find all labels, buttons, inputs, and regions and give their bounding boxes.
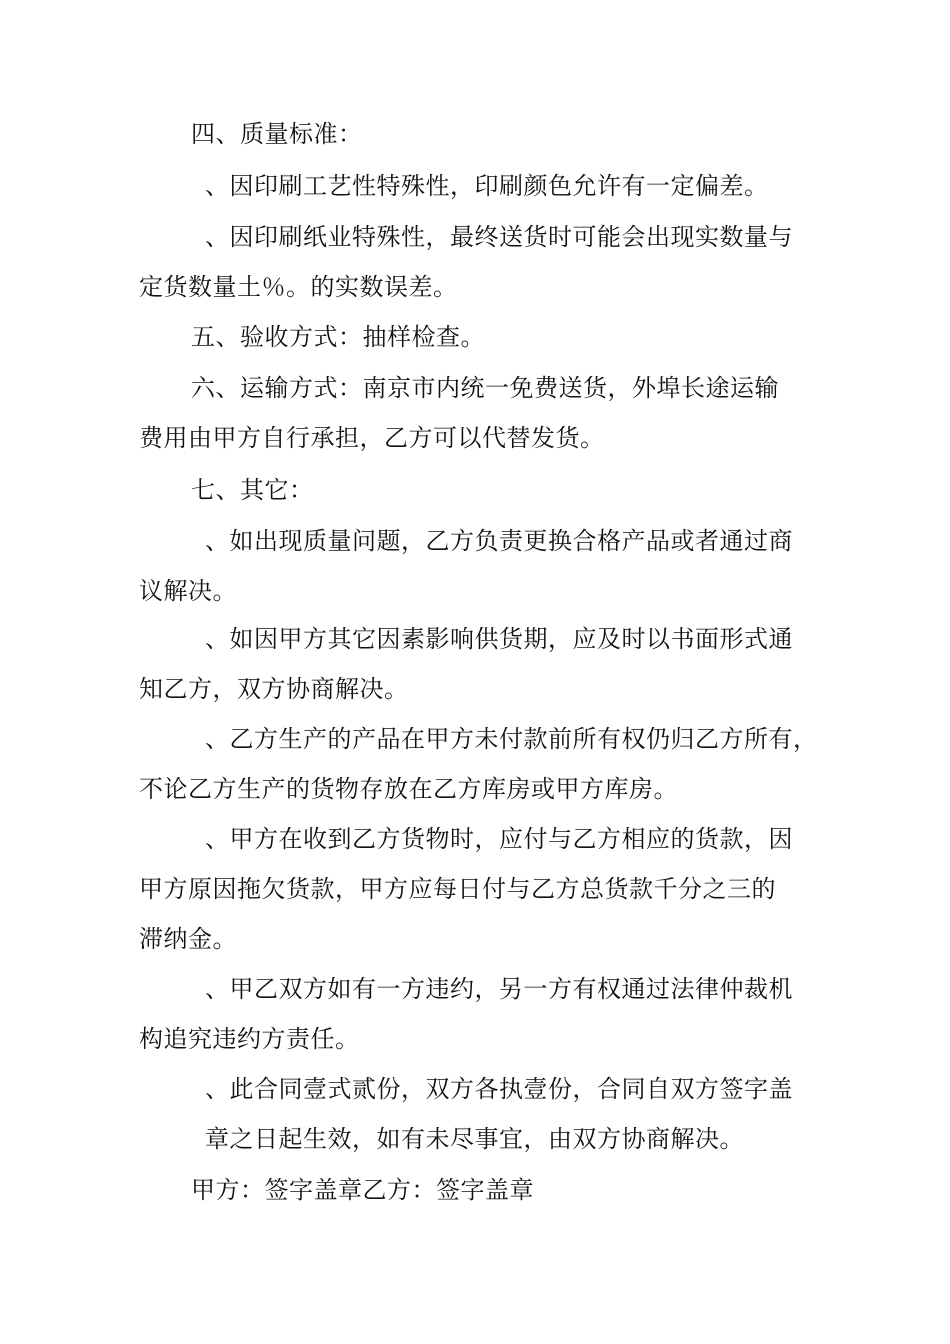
paragraph-line: 、甲乙双方如有一方违约，另一方有权通过法律仲裁机 (205, 975, 793, 1003)
signature-line: 甲方：签字盖章乙方：签字盖章 (191, 1176, 534, 1204)
paragraph-line: 、如因甲方其它因素影响供货期，应及时以书面形式通 (205, 625, 793, 653)
paragraph-line: 滞纳金。 (139, 925, 237, 953)
paragraph-line: 、乙方生产的产品在甲方未付款前所有权仍归乙方所有， (205, 725, 818, 753)
paragraph-line: 、此合同壹式贰份，双方各执壹份，合同自双方签字盖 (205, 1075, 793, 1103)
paragraph-line: 、因印刷工艺性特殊性，印刷颜色允许有一定偏差。 (205, 172, 769, 200)
paragraph-line: 议解决。 (139, 577, 237, 605)
paragraph-line: 构追究违约方责任。 (139, 1025, 360, 1053)
paragraph-line: 定货数量土％。的实数误差。 (139, 273, 458, 301)
paragraph-line: 、甲方在收到乙方货物时，应付与乙方相应的货款，因 (205, 825, 793, 853)
section-heading-transport: 六、运输方式：南京市内统一免费送货，外埠长途运输 (191, 374, 779, 402)
paragraph-line: 、如出现质量问题，乙方负责更换合格产品或者通过商 (205, 527, 793, 555)
paragraph-line: 甲方原因拖欠货款，甲方应每日付与乙方总货款千分之三的 (139, 875, 776, 903)
section-heading-other: 七、其它： (191, 476, 314, 504)
section-heading-acceptance: 五、验收方式：抽样检查。 (191, 323, 485, 351)
paragraph-line: 不论乙方生产的货物存放在乙方库房或甲方库房。 (139, 775, 678, 803)
paragraph-line: 章之日起生效，如有未尽事宜，由双方协商解决。 (205, 1125, 744, 1153)
section-heading-quality: 四、质量标准： (191, 120, 363, 148)
paragraph-line: 知乙方，双方协商解决。 (139, 675, 409, 703)
paragraph-line: 费用由甲方自行承担，乙方可以代替发货。 (139, 424, 605, 452)
paragraph-line: 、因印刷纸业特殊性，最终送货时可能会出现实数量与 (205, 223, 793, 251)
